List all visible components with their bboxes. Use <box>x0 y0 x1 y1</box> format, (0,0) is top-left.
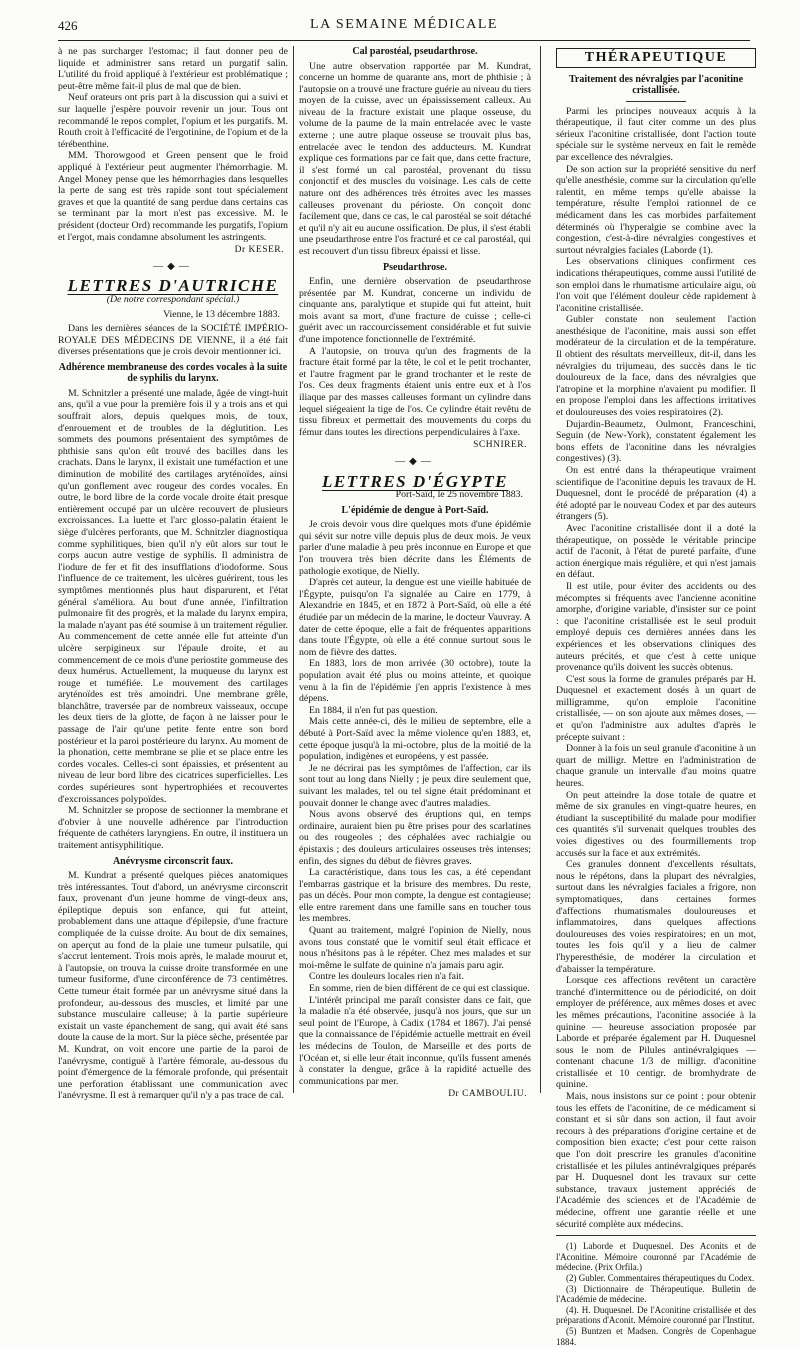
paragraph: Nous avons observé des éruptions qui, en temps ordinaire, auraient bien pu être prises pour des scarlatines ou des rougeoles ; des céphalées avec rachialgie ou épistaxis ; des douleurs articulaires osseuses très intenses; enfin, des signes du début de fièvres graves. <box>299 809 531 867</box>
paragraph: En somme, rien de bien différent de ce qui est classique. <box>309 983 530 995</box>
paragraph: En 1884, il n'en fut pas question. <box>309 704 438 716</box>
paragraph: Enfin, une dernière observation de pseudarthrose présentée par M. Kundrat, concerne un individu de cinquante ans, paralytique et stupide qui fut atteint, huit mois avant sa mort, d'une fracture de cuisse ; celle-ci guérit avec un raccourcissement considérable et fut suivie d'une impotence fonctionnelle de l'extrémité. <box>299 276 531 346</box>
signature: SCHNIRER. <box>473 440 527 451</box>
paragraph: M. Schnitzler a présenté une malade, âgée de vingt-huit ans, qu'il a vue pour la première fois il y a trois ans et qui souffrait alors, depuis quelques mois, de toux, d'enrouement et de troubles de la déglutition. Les sommets des poumons présentaient des symptômes de phthisie sans qu'on eût trouvé des bacilles dans les crachats. Dans le larynx, il existait une tuméfaction et une diminution de mobilité des cartilages aryténoïdes, ainsi qu'un gonflement avec rougeur des cordes vocales. En outre, le bord libre de la corde vocale droite était presque entièrement occupé par un ulcère recouvert de plusieurs excroissances. La luette et l'arc glosso-palatin étaient le siège d'ulcères perforants, que M. Schnitzler diagnostiqua comme syphilitiques, bien qu'il n'y eût alors sur tout le corps aucun autre vestige de syphilis. Il administra de l'iodure de fer et fit des insufflations d'iodoforme. Sous l'influence de ce traitement, les ulcères guérirent, tous les symptômes mentionnés plus haut disparurent, et l'état général s'améliora. Au bout d'une année, l'infiltration pulmonaire fit des progrès, et la malade du larynx empira, la malade n'ayant pas été soumise à un traitement régulier. Au commencement de cette année elle fut atteinte d'un ulcère serpigineux sur l'épaule droite, et au commencement de ce mois d'une periostite gommeuse des deux humérus. Actuellement, la muqueuse du larynx est rouge et tuméfiée. Le mouvement des cartilages aryténoïdes est très amoindri. Une membrane grêle, blanchâtre, traversée par de nombreux vaisseaux, occupe les deux tiers de la glotte, de façon à ne laisser pour le passage de l'air qu'une petite fente entre son bord postérieur et la paroi postérieure du larynx. Au moment de la phonation, cette membrane se plie et se place entre les cordes vocales. Celles-ci sont épaissies, et présentent au niveau de leur bord libre des cicatrices superficielles. Les cordes supérieures sont hypertrophiées et recouvertes d'excroissances polypoïdes. <box>58 387 288 805</box>
paragraph: MM. Thorowgood et Green pensent que le froid appliqué à l'extérieur peut augmenter l'hémorrhagie. M. Angel Money pense que les hémorrhagies dans lesquelles la perte de sang est très rapide sont tout spécialement graves et que la quantité de sang perdue dans certains cas se terminant par la mort n'est pas excessive. M. le président (docteur Ord) recommande les purgatifs, l'opium et l'ergot, mais condamne absolument les astringents. <box>58 150 288 243</box>
paragraph: Je ne décrirai pas les symptômes de l'affection, car ils sont tout au long dans Nielly ; je peux dire seulement que, suivant les malades, tel ou tel signe était prédominant et pouvait donner le change avec d'autres maladies. <box>299 762 531 809</box>
column-3 <box>556 46 756 1347</box>
paragraph: En 1883, lors de mon arrivée (30 octobre), toute la population avait été plus ou moins atteinte, et quoique venu à la fin de l'épidémie j'en appris l'existence à mes dépens. <box>299 658 531 705</box>
short-rule <box>626 101 686 102</box>
paragraph: Dans les dernières séances de la SOCIÉTÉ IMPÉRIO-ROYALE DES MÉDECINS DE VIENNE, il a été fait diverses présentations que je crois devoir mentionner ici. <box>58 323 288 358</box>
paragraph: Dujardin-Beaumetz, Oulmont, Franceschini, Seguin (de New-York), constatent également les bons effets de l'aconitine dans les névralgies congestives) (3). <box>556 418 756 465</box>
column-divider <box>293 46 294 1093</box>
footnotes <box>556 1241 756 1347</box>
paragraph: On est entré dans la thérapeutique vraiment scientifique de l'aconitine depuis les travaux de H. Duquesnel, dont le procédé de préparation (4) a été adopté par le nouveau Codex et par des auteurs étrangers (5). <box>556 465 756 523</box>
dateline: Vienne, le 13 décembre 1883. <box>163 309 280 321</box>
dateline: Port-Saïd, le 25 novembre 1883. <box>395 489 523 501</box>
paragraph: Les observations cliniques confirment ces indications thérapeutiques, comme aussi l'utilité de son emploi dans le rhumatisme articulaire aigu, où l'on voit que l'élément douleur cède rapidement à l'aconitine cristallisée. <box>556 256 756 314</box>
paragraph: Neuf orateurs ont pris part à la discussion qui a suivi et sur laquelle j'espère pouvoir revenir un jour. Tous ont recommandé le repos complet, l'opium et les purgatifs. M. Routh croit à l'efficacité de l'ergotinine, de l'opium et de la térébenthine. <box>58 92 288 150</box>
article-heading: Anévrysme circonscrit faux. <box>112 855 234 867</box>
article-heading: Traitement des névralgies par l'aconitine cristallisée. <box>568 73 744 97</box>
paragraph: Parmi les principes nouveaux acquis à la thérapeutique, il faut citer comme un des plus sérieux l'aconitine cristallisée, dont l'action toute spéciale sur le système nerveux en fait le remède par excellence des névralgies. <box>556 105 756 163</box>
paragraph: M. Kundrat a présenté quelques pièces anatomiques très intéressantes. Tout d'abord, un anévrysme circonscrit faux, provenant d'un jeune homme de vingt-deux ans, épileptique depuis son enfance, qui fut atteint, probablement dans une attaque d'épilepsie, d'une fracture compliquée de la cuisse droite. Au bout de dix semaines, on aperçut au fond de la plaie une tumeur pulsatile, qui s'accrut lentement. Trois mois après, le malade mourut et, à l'autopsie, on trouva la cuisse droite transformée en une tumeur fusiforme, d'une circonférence de 73 centimètres. Cette tumeur était formée par un anévrysme situé dans la profondeur, au-dessous des muscles, et limité par une substance musculaire calleuse; à la partie supérieure existait un vaste épanchement de sang, qui avait été sans doute la cause de la mort. Sur la pièce sèche, présentée par M. Kundrat, on voit encore une partie de la paroi de l'anévrysme, contiguë à l'artère fémorale, au-dessous du point d'émergence de la fémorale profonde, qui présentait une perforation établissant une communication avec l'anévrysme. Il est à remarquer qu'il n'y a pas trace de cal. <box>58 870 288 1102</box>
footnote: (3) Dictionnaire de Thérapeutique. Bulletin de l'Académie de médecine. <box>556 1283 756 1305</box>
paragraph: La caractéristique, dans tous les cas, a été cependant l'embarras gastrique et la brisure des membres. Du reste, pas un décès. Pour mon compte, la dengue est contagieuse; elle entre rarement dans une famille sans en toucher tous les membres. <box>299 867 531 925</box>
footnote: (2) Gubler. Commentaires thérapeutiques du Codex. <box>566 1272 755 1283</box>
paragraph: D'après cet auteur, la dengue est une vieille habituée de l'Égypte, puisqu'on l'a signalée au Caire en 1779, à Alexandrie en 1845, et en 1872 à Port-Saïd, où elle a été étudiée par un médecin de la marine, le docteur Vauvray. A dater de cette époque, elle a fait de fréquentes apparitions dans toute l'Égypte, où elle a été connue surtout sous le nom de fièvre des dattes. <box>299 577 531 658</box>
section-subtitle: (De notre correspondant spécial.) <box>106 293 240 305</box>
running-header <box>58 16 750 41</box>
signature: Dr KESER. <box>234 245 284 256</box>
paragraph: De son action sur la propriété sensitive du nerf qu'elle anesthésie, comme sur la circulation qu'elle ralentit, en même temps qu'elle abaisse la température, résulte l'emploi rationnel de ce médicament dans les cas morbides parfaitement déterminés où l'hyperalgie se combine avec la congestion, c'est-à-dire névralgies congestives et surtout névralgies faciales (Laborde (1). <box>556 163 756 256</box>
article-heading: Adhérence membraneuse des cordes vocales à la suite de syphilis du larynx. <box>58 361 288 385</box>
paragraph: M. Schnitzler se propose de sectionner la membrane et d'obvier à une nouvelle adhérence par l'introduction fréquente de cathéters laryngiens. En outre, il instituera un traitement antisyphilitique. <box>58 805 288 851</box>
footnote: (1) Laborde et Duquesnel. Des Aconits et de l'Aconitine. Mémoire couronné par l'Académie de médecine. (Prix Orfila.) <box>556 1241 756 1273</box>
paragraph: Il est utile, pour éviter des accidents ou des mécomptes si fréquents avec l'ancienne aconitine amorphe, d'origine variable, d'insister sur ce point : que l'aconitine cristallisée est le seul produit employé depuis ces dernières années dans les expériences et les observations cliniques des auteurs précités, et que c'est à cette unique provenance qu'ils doivent les succès obtenus. <box>556 580 756 674</box>
section-title: THÉRAPEUTIQUE <box>556 48 756 68</box>
section-title: LETTRES D'ÉGYPTE <box>322 471 508 491</box>
paragraph: Contre les douleurs locales rien n'a fait. <box>309 971 464 983</box>
article-heading: L'épidémie de dengue à Port-Saïd. <box>341 504 489 516</box>
ornament-divider: —◆— <box>395 456 435 467</box>
footnote-rule <box>556 1235 756 1236</box>
column-divider <box>540 46 541 1093</box>
signature: Dr CAMBOULIU. <box>448 1089 527 1100</box>
paragraph: A l'autopsie, on trouva qu'un des fragments de la fracture était formé par la tête, le col et le petit trochanter, et l'autre fragment par le grand trochanter et le reste de l'os. Ces deux fragments étaient unis entre eux et à l'os iliaque par des masses calleuses formant un cylindre dans lequel siégeaient la tige de l'os. Ce cylindre était revêtu de tissu fibreux et permettait des mouvements du corps du fémur dans toutes les directions perpendiculaires à l'axe. <box>299 345 531 438</box>
paragraph: Mais, nous insistons sur ce point : pour obtenir tous les effets de l'aconitine, de ce médicament si constant et si sûr dans son action, il faut avoir recours à des préparations d'origine certaine et de composition bien exacte; c'est pour cette raison que l'on doit prescrire les granules d'aconitine cristallisée et les pilules antinévralgiques préparés par H. Duquesnel dont les travaux sur cette substance, travaux justement appréciés de l'Académie des sciences et de l'Académie de médecine, offrent une garantie réelle et une sécurité complète aux médecins. <box>556 1091 756 1230</box>
page-number: 426 <box>58 18 78 33</box>
paragraph: à ne pas surcharger l'estomac; il faut donner peu de liquide et administrer sans retard un purgatif salin. L'utilité du froid appliqué à l'extérieur est problématique ; peut-être même fait-il plus de mal que de bien. <box>58 46 288 92</box>
paragraph: Je crois devoir vous dire quelques mots d'une épidémie qui sévit sur notre ville depuis plus de deux mois. Je veux parler d'une maladie à peu près inconnue en Europe et que l'on trouvera très bien décrite dans les Éléments de pathologie exotique, de Nielly. <box>299 519 531 577</box>
paragraph: Avec l'aconitine cristallisée dont il a doté la thérapeutique, on possède le véritable principe actif de l'aconit, à l'état de pureté parfaite, d'une action énergique mais régulière, et qui n'est jamais en défaut. <box>556 522 756 581</box>
footnote: (4). H. Duquesnel. De l'Aconitine cristallisée et des préparations d'Aconit. Mémoire couronné par l'Institut. <box>556 1304 756 1326</box>
paragraph: Ces granules donnent d'excellents résultats, nous le répétons, dans la plupart des névralgies, surtout dans les névralgies faciales a frigore, non symptomatiques, dans certaines formes d'affections rhumatismales douloureuses et inflammatoires, dans quelques affections douloureuses des voies respiratoires; en un mot, toutes les fois qu'il y a lieu de calmer l'hyperesthésie, de modérer la circulation et d'abaisser la température. <box>556 859 756 975</box>
paragraph: Une autre observation rapportée par M. Kundrat, concerne un homme de quarante ans, mort de phthisie ; à l'autopsie on a trouvé une fracture guérie au niveau du tiers moyen de la cuisse, avec un épaississement calleux. Au niveau de la fracture existait une plaque osseuse, du volume de la paume de la main entrelacée avec le vaste externe ; une autre plaque osseuse se trouvait plus bas, entrelacée avec le tendon des adducteurs. M. Kundrat explique ces formations par ce fait que, dans cette fracture, il s'est formé un cal parostéal, provenant du tissu conjonctif et des muscles du voisinage. Les cals de cette nature ont des adhérences très étroites avec les masses calleuses provenant du périoste. On conçoit donc facilement que, dans ce cas, le cal parostéal se soit détaché et qu'il n'y ait eu aucune ossification. De plus, il s'est établi une pseudarthrose entre l'os fracturé et ce cal parostéal, qui est recouvert d'un tissu fibreux épaissi et lisse. <box>299 60 531 257</box>
paragraph: Lorsque ces affections revêtent un caractère tranché d'intermittence ou de périodicité, on doit employer de préférence, aux mêmes doses et avec les mêmes précautions, l'aconitine associée à la quinine — heureuse association proposée par Laborde et préparée également par H. Duquesnel sous le nom de Pilules antinévralgiques — contenant chacune 1/3 de milligr. d'aconitine cristallisée et 10 centigr. de bromhydrate de quinine. <box>556 975 756 1091</box>
paragraph: Donner à la fois un seul granule d'aconitine à un quart de milligr. Mettre en l'administration de chaque granule un intervalle d'au moins quatre heures. <box>556 743 756 790</box>
ornament-divider: —◆— <box>153 260 193 272</box>
paragraph: C'est sous la forme de granules préparés par H. Duquesnel et exactement dosés à un quart de milligramme, qu'on emploie l'aconitine cristallisée, — on son ajoute aux mêmes doses, — et qu'on l'administre aux adultes d'après le précepte suivant : <box>556 673 756 743</box>
column-2 <box>299 46 531 1100</box>
column-1 <box>58 46 288 1102</box>
section-title: LETTRES D'AUTRICHE <box>67 276 279 296</box>
paragraph: Mais cette année-ci, dès le milieu de septembre, elle a débuté à Port-Saïd avec la même violence qu'en 1883, et, cette époque jusqu'à la mi-octobre, plus de la moitié de la population, indigènes et européens, y est passée. <box>299 716 531 763</box>
article-heading: Cal parostéal, pseudarthrose. <box>352 46 478 57</box>
paragraph: L'intérêt principal me paraît consister dans ce fait, que la maladie n'a été observée, jusqu'à nos jours, que sur un seul point de l'Europe, à Cadix (1784 et 1867). J'ai pensé que la connaissance de l'épidémie actuelle mettrait en éveil les médecins de Toulon, de Marseille et des ports de l'Océan et, si elle leur était inconnue, qu'ils fussent amenés à constater la dengue, grâce à la rapidité actuelle des communications par mer. <box>299 994 531 1087</box>
paragraph: Gubler constate non seulement l'action anesthésique de l'aconitine, mais aussi son effet modérateur de la circulation et de la température. Il obtient des résultats merveilleux, dit-il, dans les névralgies du trijumeau, des succès dans le tic douloureux de la face, dans des névralgies que l'atropine et la morphine n'avaient pu modifier. Il en propose l'emploi dans les affections irritatives et douloureuses des voies respiratoires (2). <box>556 314 756 419</box>
journal-title: LA SEMAINE MÉDICALE <box>310 17 498 32</box>
paragraph: Quant au traitement, malgré l'opinion de Nielly, nous avons tous constaté que le vomitif seul était efficace et nous n'hésitons pas à le répéter. Chez mes malades et sur moi-même le sulfate de quinine n'a jamais paru agir. <box>299 925 531 971</box>
footnote: (5) Buntzen et Madsen. Congrès de Copenhague 1884. <box>556 1325 756 1347</box>
article-heading: Pseudarthrose. <box>383 261 447 273</box>
paragraph: On peut atteindre la dose totale de quatre et même de six granules en vingt-quatre heures, en étudiant la susceptibilité du malade pour modifier ces quantités s'il survenait quelques troubles des voies digestives ou des fourmillements trop accusés sur la face et aux extrémités. <box>556 789 756 859</box>
